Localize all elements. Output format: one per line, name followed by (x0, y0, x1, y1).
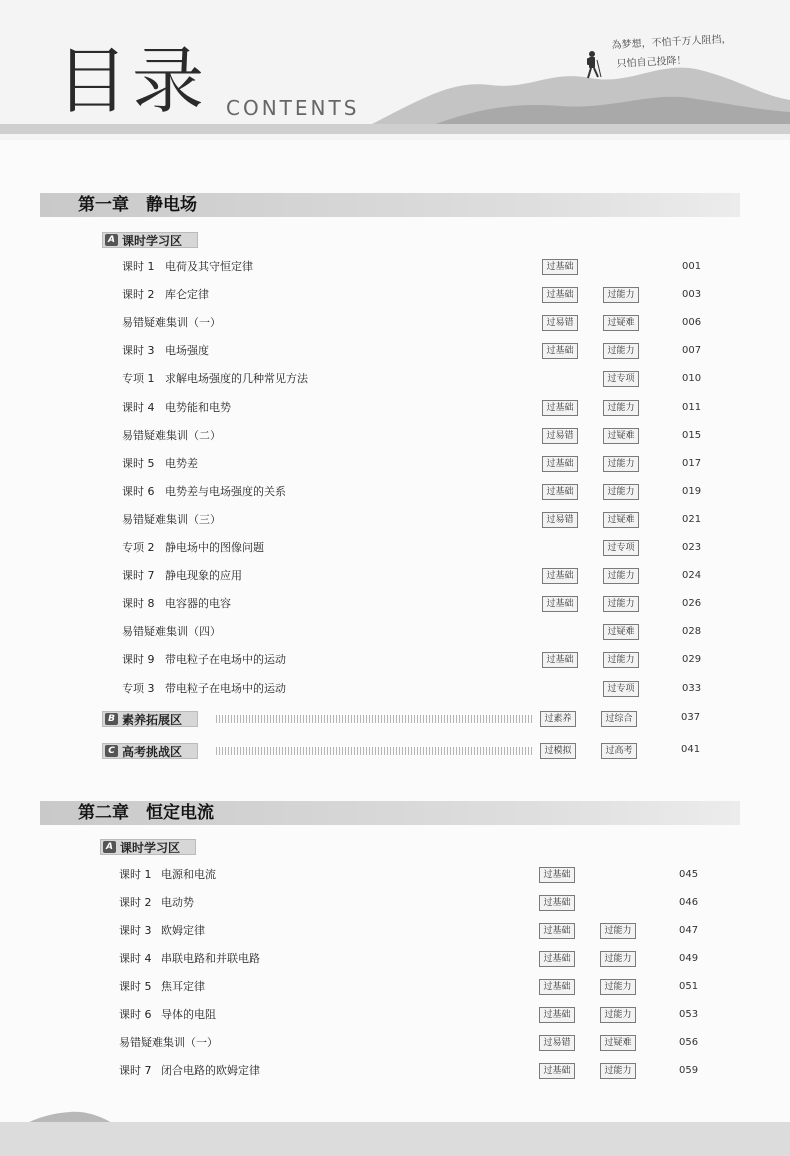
page-number: 041 (681, 744, 701, 755)
section-badge: B (105, 713, 118, 725)
entry-title: 带电粒子在电场中的运动 (165, 653, 286, 667)
toc-entry[interactable] (0, 567, 790, 585)
entry-tag-primary: 过基础 (542, 287, 578, 303)
page-subtitle: CONTENTS (226, 96, 360, 120)
section-box (102, 711, 198, 727)
toc-entry[interactable] (0, 342, 790, 360)
section-box (100, 839, 196, 855)
page-number: 029 (682, 654, 702, 666)
entry-title: 电场强度 (165, 344, 209, 358)
page-number: 049 (679, 953, 699, 964)
page-number: 015 (682, 429, 702, 441)
toc-entry[interactable] (0, 595, 790, 613)
entry-tag-secondary: 过能力 (603, 568, 639, 584)
entry-prefix: 专项 2 (122, 541, 155, 554)
entry-title: 静电场中的图像问题 (165, 541, 264, 554)
entry-title: 闭合电路的欧姆定律 (161, 1064, 260, 1077)
entry-prefix: 课时 3 (119, 924, 152, 937)
entry-title: 导体的电阻 (161, 1008, 216, 1021)
section-label: 课时学习区 (120, 840, 181, 855)
toc-entry[interactable] (0, 651, 790, 669)
dotted-leader (216, 715, 534, 723)
entry-title: 电势差与电场强度的关系 (165, 484, 286, 498)
entry-title: 带电粒子在电场中的运动 (165, 681, 286, 695)
section-heading (102, 742, 198, 760)
page-number: 056 (679, 1037, 699, 1048)
toc-entry[interactable] (0, 455, 790, 473)
entry-title: 电荷及其守恒定律 (165, 260, 253, 273)
entry-tag-primary: 过易错 (539, 1035, 575, 1051)
section-box (102, 743, 198, 759)
page-number: 028 (682, 626, 702, 638)
entry-tag-primary: 过基础 (542, 652, 578, 668)
page-number: 024 (682, 570, 702, 582)
page-number: 059 (679, 1065, 699, 1076)
page-number: 006 (682, 317, 702, 329)
entry-title: 欧姆定律 (161, 924, 205, 937)
section-label: 素养拓展区 (122, 712, 183, 727)
entry-tag-primary: 过基础 (542, 456, 578, 472)
page-number: 037 (681, 712, 701, 723)
entry-tag-secondary: 过疑难 (603, 315, 639, 331)
page-footer (0, 1122, 790, 1156)
entry-prefix: 课时 5 (119, 980, 152, 993)
entry-title: 电源和电流 (161, 868, 216, 881)
entry-prefix: 课时 3 (122, 344, 155, 358)
page-number: 017 (682, 457, 702, 469)
page-number: 007 (682, 345, 702, 357)
entry-prefix: 课时 2 (122, 288, 155, 302)
entry-tag-primary: 过基础 (539, 895, 575, 911)
entry-tag-secondary: 过疑难 (603, 624, 639, 640)
toc-entry[interactable] (0, 1034, 790, 1052)
entry-tag-primary: 过基础 (539, 867, 575, 883)
entry-prefix: 易错疑难集训（一） (122, 316, 221, 330)
entry-tag-secondary: 过能力 (600, 1007, 636, 1023)
toc-entry[interactable] (0, 978, 790, 996)
entry-prefix: 易错疑难集训（二） (122, 428, 221, 442)
chapter-title: 第二章 恒定电流 (78, 803, 214, 823)
entry-prefix: 课时 6 (119, 1008, 152, 1021)
toc-entry[interactable] (0, 866, 790, 884)
toc-entry[interactable] (0, 623, 790, 641)
entry-prefix: 专项 1 (122, 372, 155, 386)
toc-entry[interactable] (0, 950, 790, 968)
page-number: 023 (682, 542, 702, 553)
entry-title: 焦耳定律 (161, 980, 205, 993)
tag-literacy: 过素养 (540, 711, 576, 727)
entry-tag-primary: 过易错 (542, 428, 578, 444)
toc-entry[interactable] (0, 483, 790, 501)
page-number: 011 (682, 401, 702, 413)
toc-entry[interactable] (0, 1006, 790, 1024)
entry-tag-primary: 过基础 (542, 484, 578, 500)
entry-prefix: 课时 4 (119, 952, 152, 965)
entry-tag-secondary: 过疑难 (600, 1035, 636, 1051)
entry-tag-primary: 过基础 (539, 951, 575, 967)
toc-entry[interactable] (0, 427, 790, 445)
entry-title: 电势能和电势 (165, 400, 231, 414)
entry-tag-primary: 过易错 (542, 512, 578, 528)
entry-tag-secondary: 过能力 (603, 343, 639, 359)
entry-prefix: 课时 2 (119, 896, 152, 909)
entry-tag-primary: 过基础 (539, 1007, 575, 1023)
entry-tag-secondary: 过能力 (600, 923, 636, 939)
entry-tag-secondary: 过能力 (603, 652, 639, 668)
entry-title: 库仑定律 (165, 288, 209, 302)
entry-tag-secondary: 过专项 (603, 371, 639, 387)
entry-tag-secondary: 过疑难 (603, 512, 639, 528)
toc-entry[interactable] (0, 511, 790, 529)
section-label: 课时学习区 (122, 233, 183, 248)
entry-tag-secondary: 过能力 (603, 287, 639, 303)
chapter-heading (40, 801, 740, 825)
entry-prefix: 课时 6 (122, 484, 155, 498)
entry-tag-primary: 过基础 (542, 343, 578, 359)
toc-entry[interactable] (0, 922, 790, 940)
entry-tag-secondary: 过能力 (603, 596, 639, 612)
entry-tag-primary: 过基础 (542, 596, 578, 612)
toc-entry[interactable] (0, 370, 790, 388)
entry-prefix: 课时 5 (122, 456, 155, 470)
tag-gaokao: 过高考 (601, 743, 637, 759)
entry-tag-primary: 过基础 (539, 979, 575, 995)
page-number: 026 (682, 598, 702, 610)
entry-prefix: 课时 7 (122, 569, 155, 583)
entry-tag-secondary: 过专项 (603, 540, 639, 556)
page-number: 010 (682, 373, 702, 385)
entry-prefix: 专项 3 (122, 681, 155, 695)
section-badge: A (105, 234, 118, 246)
entry-tag-primary: 过基础 (539, 1063, 575, 1079)
entry-tag-secondary: 过专项 (603, 681, 639, 697)
entry-tag-secondary: 过能力 (603, 456, 639, 472)
entry-tag-primary: 过基础 (542, 568, 578, 584)
entry-title: 串联电路和并联电路 (161, 952, 260, 965)
section-badge: C (105, 745, 118, 757)
section-heading (102, 710, 198, 728)
entry-prefix: 课时 4 (122, 400, 155, 414)
chapter-heading (40, 193, 740, 217)
entry-prefix: 易错疑难集训（四） (122, 625, 221, 639)
entry-prefix: 课时 7 (119, 1064, 152, 1077)
toc-entry[interactable] (0, 894, 790, 912)
toc-entry[interactable] (0, 314, 790, 332)
entry-tag-secondary: 过能力 (600, 951, 636, 967)
page-number: 033 (682, 682, 702, 694)
entry-title: 静电现象的应用 (165, 569, 242, 583)
entry-tag-primary: 过基础 (542, 259, 578, 275)
page-number: 053 (679, 1009, 699, 1020)
section-heading (100, 838, 196, 856)
entry-tag-secondary: 过能力 (603, 400, 639, 416)
page-number: 046 (679, 897, 699, 908)
entry-tag-primary: 过基础 (542, 400, 578, 416)
tag-mock: 过模拟 (540, 743, 576, 759)
toc-entry[interactable] (0, 539, 790, 557)
entry-prefix: 易错疑难集训（三） (122, 512, 221, 526)
motto-line-2: 只怕自己投降！ (616, 55, 687, 70)
entry-prefix: 课时 8 (122, 597, 155, 611)
entry-tag-secondary: 过能力 (603, 484, 639, 500)
page-number: 001 (682, 261, 702, 272)
section-heading (102, 231, 198, 249)
entry-tag-secondary: 过疑难 (603, 428, 639, 444)
page-number: 019 (682, 485, 702, 497)
entry-tag-primary: 过基础 (539, 923, 575, 939)
page-number: 045 (679, 869, 699, 880)
entry-tag-secondary: 过能力 (600, 979, 636, 995)
entry-prefix: 易错疑难集训（一） (119, 1036, 218, 1049)
section-box (102, 232, 198, 248)
section-label: 高考挑战区 (122, 744, 183, 759)
entry-title: 求解电场强度的几种常见方法 (165, 372, 308, 386)
page-number: 021 (682, 513, 702, 525)
motto-line-1: 為梦想，不怕千万人阻挡， (611, 33, 732, 52)
entry-title: 电势差 (165, 456, 198, 470)
page-number: 047 (679, 925, 699, 936)
chapter-title: 第一章 静电场 (78, 195, 197, 215)
toc-entry[interactable] (0, 1062, 790, 1080)
dotted-leader (216, 747, 534, 755)
page-header (0, 0, 790, 140)
entry-title: 电动势 (161, 896, 194, 909)
page-number: 003 (682, 289, 702, 301)
entry-prefix: 课时 9 (122, 653, 155, 667)
entry-title: 电容器的电容 (165, 597, 231, 611)
page-number: 051 (679, 981, 699, 992)
toc-entry[interactable] (0, 680, 790, 698)
entry-tag-primary: 过易错 (542, 315, 578, 331)
page-title: 目录 (56, 39, 209, 123)
entry-prefix: 课时 1 (119, 868, 152, 881)
entry-prefix: 课时 1 (122, 260, 155, 273)
toc-entry[interactable] (0, 286, 790, 304)
toc-entry[interactable] (0, 258, 790, 276)
toc-entry[interactable] (0, 399, 790, 417)
entry-tag-secondary: 过能力 (600, 1063, 636, 1079)
section-badge: A (103, 841, 116, 853)
tag-comprehensive: 过综合 (601, 711, 637, 727)
